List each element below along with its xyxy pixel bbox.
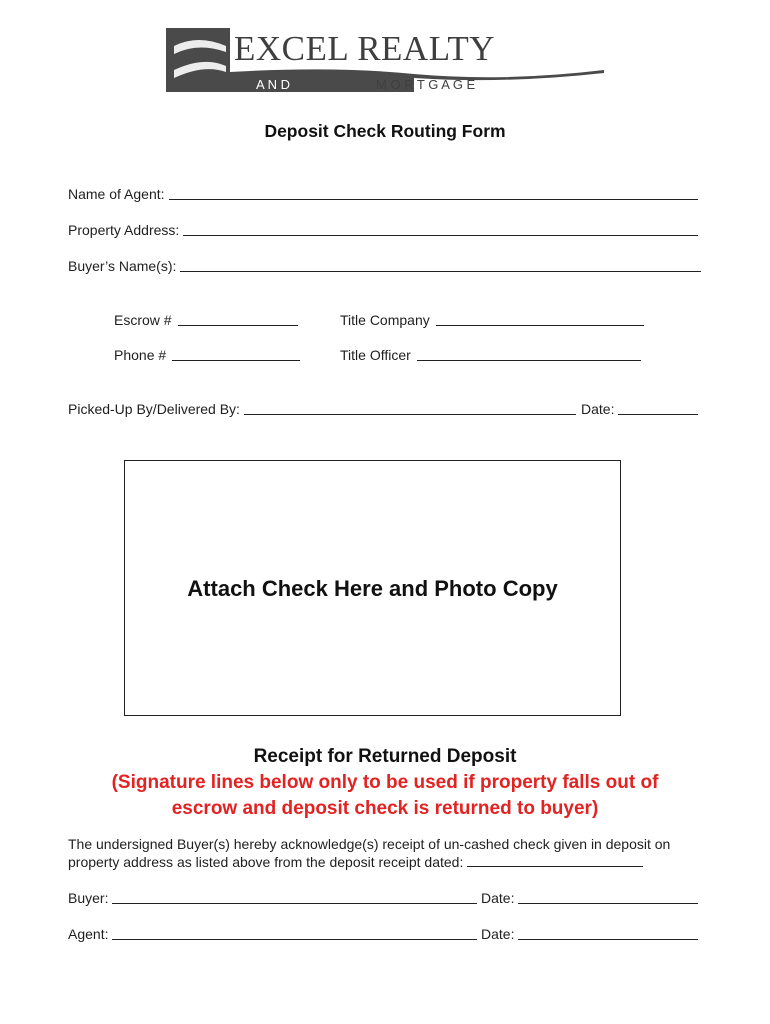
agent-date-label: Date: — [481, 926, 515, 942]
receipt-note: (Signature lines below only to be used if property falls out of escrow and deposit check is returned to buyer) — [111, 772, 659, 819]
phone-label: Phone # — [114, 347, 167, 363]
receipt-paragraph-text: The undersigned Buyer(s) hereby acknowledge(s) receipt of un-cashed check given in deposit on property address as listed above from the deposit receipt dated: — [68, 836, 671, 870]
title-officer-field[interactable] — [340, 347, 641, 363]
phone-field[interactable] — [114, 347, 300, 363]
title-officer-label: Title Officer — [340, 347, 411, 363]
buyer-date-field[interactable] — [481, 890, 698, 906]
escrow-label: Escrow # — [114, 312, 172, 328]
agent-date-line[interactable] — [518, 938, 698, 940]
buyer-date-label: Date: — [481, 890, 515, 906]
deposit-receipt-date-line[interactable] — [467, 854, 643, 867]
agent-name-label: Name of Agent: — [68, 186, 165, 202]
title-officer-line[interactable] — [417, 359, 641, 361]
agent-label: Agent: — [68, 926, 109, 942]
title-company-label: Title Company — [340, 312, 430, 328]
buyers-names-field[interactable] — [68, 258, 701, 274]
agent-name-field[interactable] — [68, 186, 698, 202]
agent-name-line[interactable] — [169, 198, 698, 200]
picked-up-date-line[interactable] — [618, 413, 698, 415]
attach-check-box — [124, 460, 621, 716]
company-logo — [164, 26, 608, 96]
agent-signature-field[interactable] — [68, 926, 477, 942]
buyer-label: Buyer: — [68, 890, 109, 906]
picked-up-date-label: Date: — [581, 401, 615, 417]
buyers-names-line[interactable] — [180, 270, 701, 272]
picked-up-label: Picked-Up By/Delivered By: — [68, 401, 240, 417]
receipt-title: Receipt for Returned Deposit — [253, 746, 517, 767]
receipt-paragraph — [68, 835, 708, 871]
picked-up-line[interactable] — [244, 413, 576, 415]
buyers-names-label: Buyer’s Name(s): — [68, 258, 177, 274]
logo-text-primary: EXCEL REALTY — [234, 29, 496, 68]
phone-line[interactable] — [172, 359, 300, 361]
logo-emblem-icon — [166, 28, 230, 92]
agent-signature-line[interactable] — [112, 938, 477, 940]
picked-up-field[interactable] — [68, 401, 576, 417]
attach-check-text: Attach Check Here and Photo Copy — [187, 576, 558, 601]
logo-text-and: A N D — [256, 77, 290, 92]
property-address-field[interactable] — [68, 222, 698, 238]
property-address-line[interactable] — [183, 234, 698, 236]
property-address-label: Property Address: — [68, 222, 180, 238]
escrow-field[interactable] — [114, 312, 298, 328]
agent-date-field[interactable] — [481, 926, 698, 942]
logo-text-mortgage: M O R T G A G E — [376, 77, 476, 92]
buyer-date-line[interactable] — [518, 902, 698, 904]
escrow-line[interactable] — [178, 324, 298, 326]
title-company-field[interactable] — [340, 312, 644, 328]
title-company-line[interactable] — [436, 324, 644, 326]
form-title: Deposit Check Routing Form — [264, 121, 506, 141]
picked-up-date-field[interactable] — [581, 401, 698, 417]
buyer-signature-line[interactable] — [112, 902, 477, 904]
buyer-signature-field[interactable] — [68, 890, 477, 906]
